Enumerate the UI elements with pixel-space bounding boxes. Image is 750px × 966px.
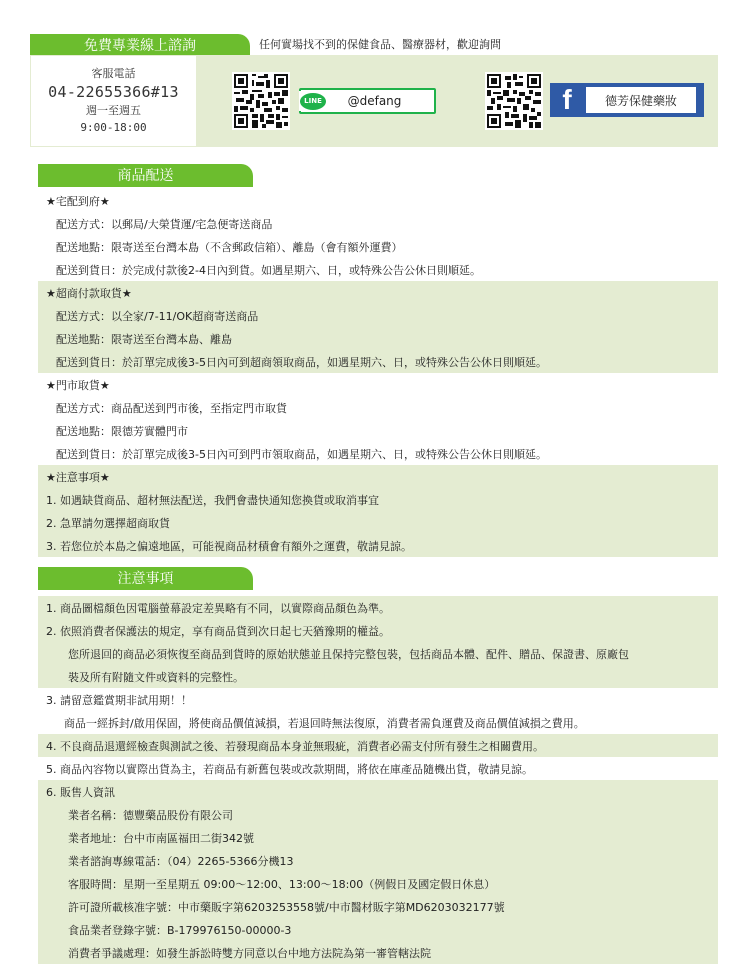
line-icon-text: LINE: [300, 93, 326, 110]
list-item: 配送到貨日：於訂單完成後3-5日內可到超商領取商品，如遇星期六、日，或特殊公告公休日則順延。: [38, 350, 718, 373]
list-item: 配送地點：限寄送至台灣本島、離島: [38, 327, 718, 350]
list-item: 4. 不良商品退還經檢查與測試之後、若發現商品本身並無瑕疵，消費者必需支付所有發生之相關費用。: [38, 734, 718, 757]
list-item: 配送到貨日：於訂單完成後3-5日內可到門市領取商品，如遇星期六、日，或特殊公告公休日則順延。: [38, 442, 718, 465]
notice-tab-label: 注意事項: [117, 571, 174, 587]
list-item: 1. 商品圖檔顏色因電腦螢幕設定差異略有不同，以實際商品顏色為準。: [38, 596, 718, 619]
list-item: 商品一經拆封/啟用保固，將使商品價值減損，若退回時無法復原，消費者需負運費及商品價值減損之費用。: [38, 711, 718, 734]
list-item: 配送方式：商品配送到門市後，至指定門市取貨: [38, 396, 718, 419]
phone-info-box: [31, 56, 196, 146]
list-item: ★超商付款取貨★: [38, 281, 718, 304]
list-item: 配送地點：限德芳實體門市: [38, 419, 718, 442]
list-item: 業者名稱：德豐藥品股份有限公司: [38, 803, 718, 826]
facebook-qr-code-icon: [485, 72, 543, 130]
service-hours: 9:00-18:00: [80, 121, 147, 134]
list-item: 2. 依照消費者保護法的規定，享有商品貨到次日起七天猶豫期的權益。: [38, 619, 718, 642]
list-item: 業者地址：台中市南區福田二街342號: [38, 826, 718, 849]
list-item: 3. 若您位於本島之偏遠地區，可能視商品材積會有額外之運費，敬請見諒。: [38, 534, 718, 557]
service-days: 週一至週五: [86, 104, 141, 117]
list-item: 裝及所有附隨文件或資料的完整性。: [38, 665, 718, 688]
list-item: ★宅配到府★: [38, 189, 718, 212]
line-id: @defang: [347, 94, 402, 108]
list-item: 業者諮詢專線電話：（04）2265-5366分機13: [38, 849, 718, 872]
list-item: 2. 急單請勿選擇超商取貨: [38, 511, 718, 534]
list-item: 配送方式：以全家/7-11/OK超商寄送商品: [38, 304, 718, 327]
delivery-tab-divider: [38, 186, 253, 187]
facebook-page-name: 德芳保健藥妝: [586, 87, 696, 113]
list-item: 您所退回的商品必須恢復至商品到貨時的原始狀態並且保持完整包裝，包括商品本體、配件、贈品、保證書、原廠包: [38, 642, 718, 665]
contact-tab-label: 免費專業線上諮詢: [84, 38, 196, 54]
facebook-icon: f: [562, 84, 572, 115]
facebook-fanpage-link[interactable]: [550, 83, 704, 117]
list-item: 6. 販售人資訊: [38, 780, 718, 803]
delivery-tab-title: [38, 164, 253, 186]
list-item: 3. 請留意鑑賞期非試用期！！: [38, 688, 718, 711]
contact-tagline: 任何實場找不到的保健食品、醫療器材，歡迎詢問: [259, 38, 501, 51]
list-item: 5. 商品內容物以實際出貨為主，若商品有新舊包裝或改款期間，將依在庫產品隨機出貨，敬請見諒。: [38, 757, 718, 780]
delivery-tab-label: 商品配送: [117, 168, 174, 184]
list-item: 配送方式：以郵局/大榮貨運/宅急便寄送商品: [38, 212, 718, 235]
list-item: ★注意事項★: [38, 465, 718, 488]
phone-label: 客服電話: [91, 67, 136, 80]
list-item: 1. 如遇缺貨商品、超材無法配送，我們會盡快通知您換貨或取消事宜: [38, 488, 718, 511]
line-icon: [299, 91, 327, 111]
list-item: 客服時間：星期一至星期五 09:00～12:00、13:00～18:00（例假日及國定假日休息）: [38, 872, 718, 895]
line-qr-code-icon: [232, 72, 290, 130]
list-item: ★門市取貨★: [38, 373, 718, 396]
phone-number[interactable]: 04-22655366#13: [48, 83, 179, 101]
list-item: 許可證所載核准字號：中市藥販字第6203253558號/中市醫材販字第MD6203032177號: [38, 895, 718, 918]
contact-tab-title: [30, 34, 250, 56]
notice-tab-title: [38, 567, 253, 589]
list-item: 配送到貨日：於完成付款後2-4日內到貨。如遇星期六、日，或特殊公告公休日則順延。: [38, 258, 718, 281]
notice-tab-divider: [38, 589, 253, 590]
list-item: 消費者爭議處理：如發生訴訟時雙方同意以台中地方法院為第一審管轄法院: [38, 941, 718, 964]
list-item: 配送地點：限寄送至台灣本島（不含郵政信箱）、離島（會有額外運費）: [38, 235, 718, 258]
list-item: 食品業者登錄字號：B-179976150-00000-3: [38, 918, 718, 941]
